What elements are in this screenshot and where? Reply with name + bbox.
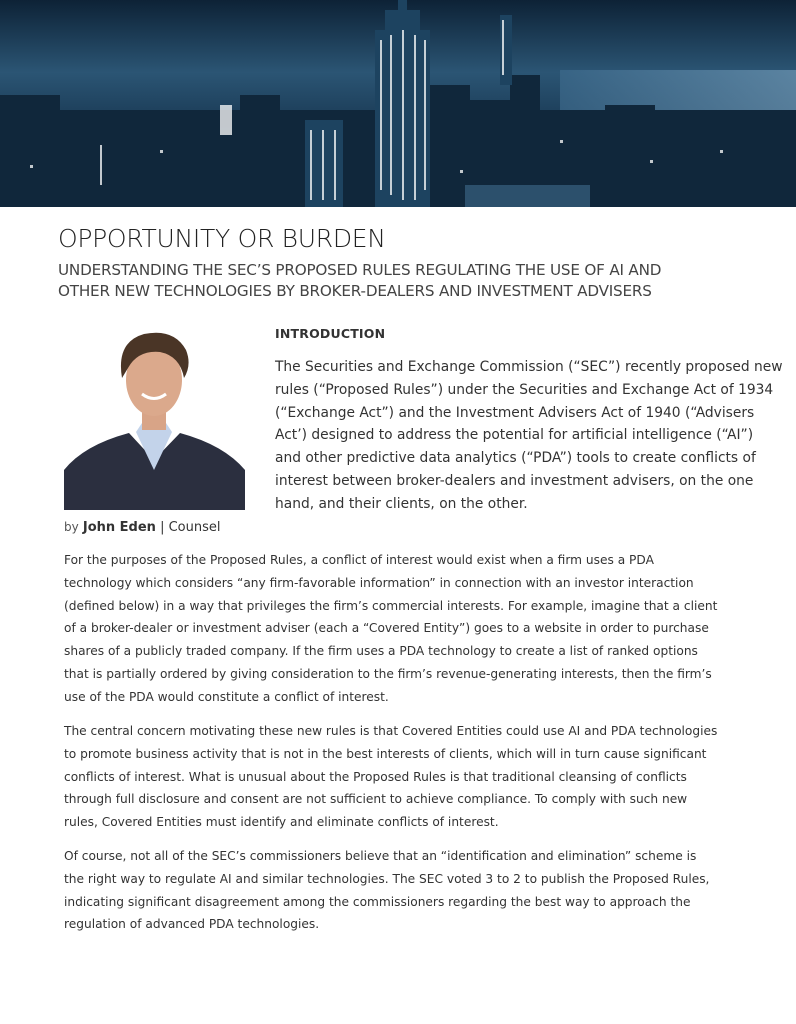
author-name: John Eden <box>82 520 156 535</box>
author-role: Counsel <box>168 520 221 535</box>
section-heading-introduction: INTRODUCTION <box>275 326 386 341</box>
paragraph-line: use of the PDA would constitute a conflict of interest. <box>64 689 389 704</box>
hero-city-skyline-image <box>0 0 796 207</box>
introduction-paragraph <box>275 356 783 516</box>
subtitle-line: UNDERSTANDING THE SEC’S PROPOSED RULES REGULATING THE USE OF AI AND <box>58 261 662 279</box>
page-subtitle <box>58 260 758 302</box>
intro-line: (“Exchange Act”) and the Investment Advisers Act of 1940 (“Advisers <box>275 404 755 421</box>
body-paragraph <box>64 845 764 936</box>
body-paragraph <box>64 549 764 709</box>
paragraph-line: the right way to regulate AI and similar technologies. The SEC voted 3 to 2 to publish the Proposed Rules, <box>64 871 710 886</box>
paragraph-line: For the purposes of the Proposed Rules, a conflict of interest would exist when a firm uses a PDA <box>64 553 654 567</box>
intro-line: The Securities and Exchange Commission (“SEC”) recently proposed new <box>275 359 783 375</box>
paragraph-line: Of course, not all of the SEC’s commissioners believe that an “identification and elimination” scheme is <box>64 849 697 863</box>
paragraph-line: regulation of advanced PDA technologies. <box>64 917 320 932</box>
paragraph-line: of a broker-dealer or investment adviser (each a “Covered Entity”) goes to a website in order to purchase <box>64 621 709 636</box>
intro-line: hand, and their clients, on the other. <box>275 495 528 512</box>
body-paragraph <box>64 720 764 834</box>
intro-line: interest between broker-dealers and investment advisers, on the one <box>275 472 754 489</box>
paragraph-line: rules, Covered Entities must identify and eliminate conflicts of interest. <box>64 815 499 830</box>
paragraph-line: that is partially ordered by giving consideration to the firm’s revenue-generating interests, then the firm’s <box>64 666 712 681</box>
paragraph-line: technology which considers “any firm-favorable information” in connection with an investor interaction <box>64 575 694 590</box>
paragraph-line: shares of a publicly traded company. If the firm uses a PDA technology to create a list of ranked options <box>64 644 698 659</box>
byline-separator: | <box>160 520 165 535</box>
paragraph-line: through full disclosure and consent are not sufficient to achieve compliance. To comply with such new <box>64 792 688 807</box>
subtitle-line: OTHER NEW TECHNOLOGIES BY BROKER-DEALERS AND INVESTMENT ADVISERS <box>58 282 652 300</box>
intro-line: and other predictive data analytics (“PDA”) tools to create conflicts of <box>275 450 756 467</box>
byline-prefix: by <box>64 520 79 534</box>
author-portrait-photo <box>64 320 245 510</box>
intro-line: rules (“Proposed Rules”) under the Securities and Exchange Act of 1934 <box>275 381 774 398</box>
paragraph-line: to promote business activity that is not in the best interests of clients, which will in turn cause significant <box>64 746 707 761</box>
paragraph-line: (defined below) in a way that privileges the firm’s commercial interests. For example, imagine that a client <box>64 598 718 613</box>
intro-line: Act’) designed to address the potential for artificial intelligence (“AI”) <box>275 427 754 444</box>
paragraph-line: indicating significant disagreement among the commissioners regarding the best way to approach the <box>64 894 691 909</box>
paragraph-line: conflicts of interest. What is unusual about the Proposed Rules is that traditional cleansing of conflicts <box>64 769 687 784</box>
page-title: OPPORTUNITY OR BURDEN <box>58 224 386 253</box>
author-byline <box>64 520 221 535</box>
paragraph-line: The central concern motivating these new rules is that Covered Entities could use AI and PDA technologies <box>64 724 718 738</box>
